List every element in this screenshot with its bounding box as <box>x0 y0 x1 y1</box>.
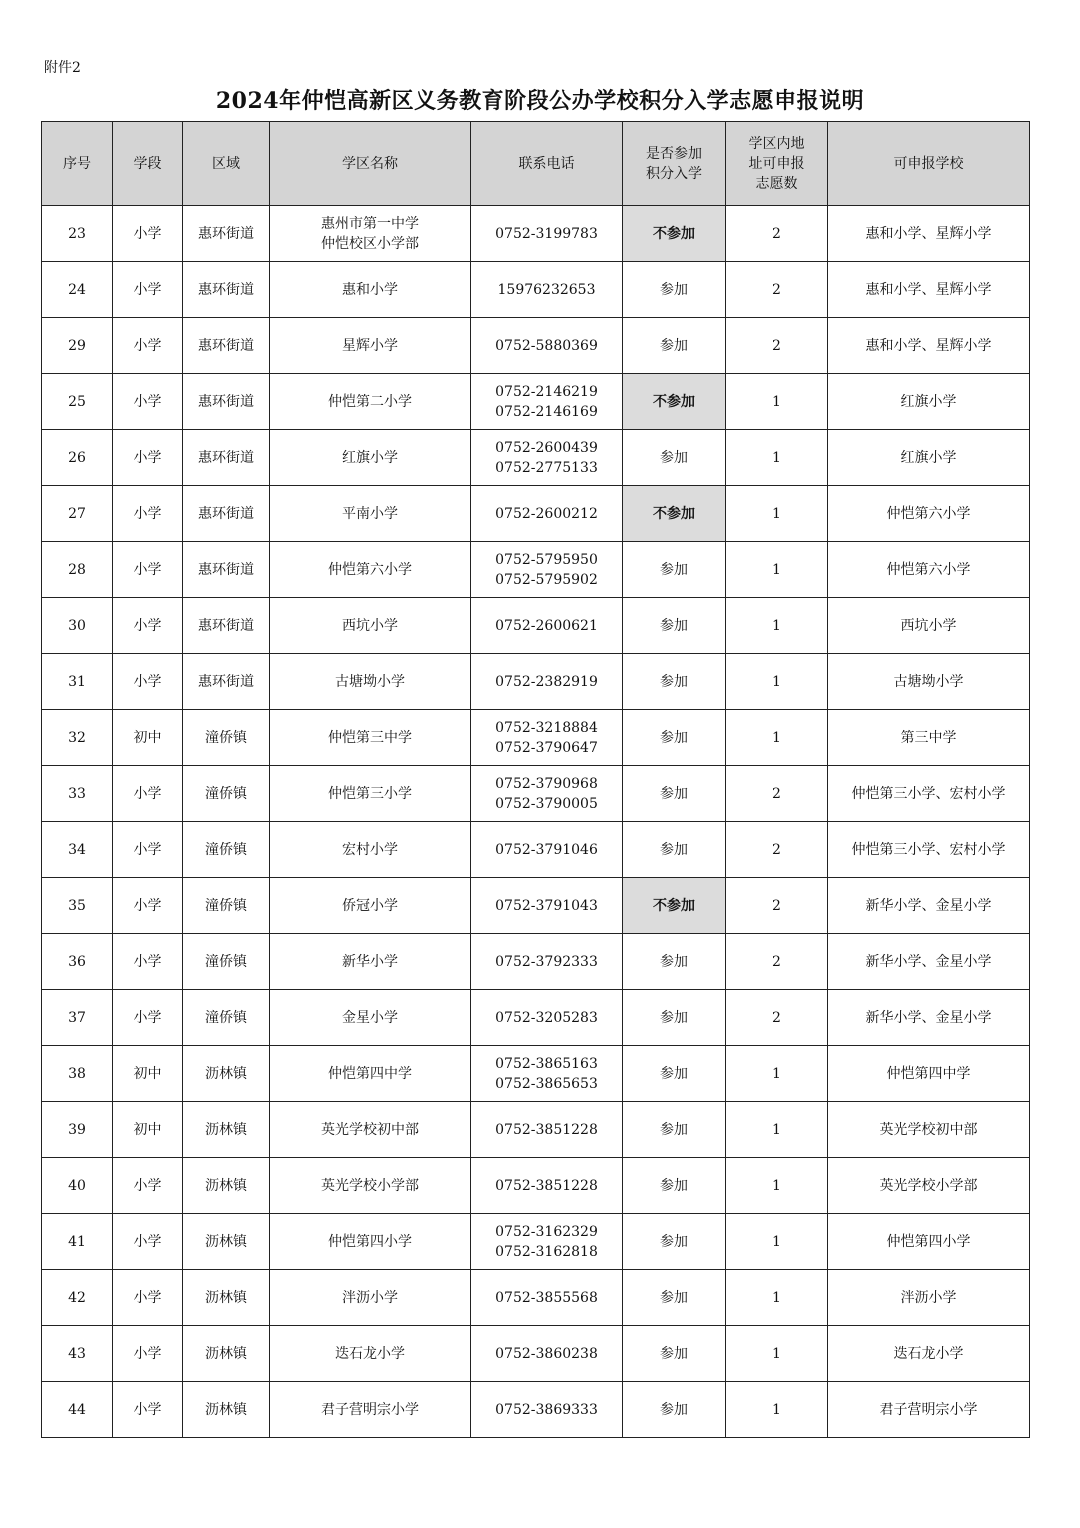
cell-phone: 0752-3851228 <box>471 1102 623 1158</box>
cell-choices: 1 <box>726 430 828 486</box>
cell-schools: 泮沥小学 <box>828 1270 1030 1326</box>
cell-participate: 参加 <box>623 430 726 486</box>
cell-participate: 参加 <box>623 654 726 710</box>
table-row <box>42 1326 1030 1382</box>
table-row <box>42 318 1030 374</box>
cell-participate: 不参加 <box>623 374 726 430</box>
cell-phone: 0752-2600212 <box>471 486 623 542</box>
cell-area: 潼侨镇 <box>183 710 270 766</box>
cell-district-name: 仲恺第六小学 <box>270 542 471 598</box>
table-row <box>42 262 1030 318</box>
cell-district-name: 西坑小学 <box>270 598 471 654</box>
cell-schools: 君子营明宗小学 <box>828 1382 1030 1438</box>
cell-participate: 参加 <box>623 766 726 822</box>
cell-participate: 参加 <box>623 1046 726 1102</box>
cell-participate: 不参加 <box>623 878 726 934</box>
table-row <box>42 374 1030 430</box>
cell-schools: 英光学校初中部 <box>828 1102 1030 1158</box>
cell-no: 23 <box>42 206 113 262</box>
cell-schools: 仲恺第四中学 <box>828 1046 1030 1102</box>
cell-schools: 新华小学、金星小学 <box>828 878 1030 934</box>
cell-district-name: 新华小学 <box>270 934 471 990</box>
table-row <box>42 598 1030 654</box>
cell-choices: 1 <box>726 374 828 430</box>
cell-phone: 15976232653 <box>471 262 623 318</box>
table-row <box>42 822 1030 878</box>
cell-no: 36 <box>42 934 113 990</box>
cell-schools: 仲恺第三小学、宏村小学 <box>828 766 1030 822</box>
cell-area: 潼侨镇 <box>183 766 270 822</box>
cell-participate: 不参加 <box>623 486 726 542</box>
cell-district-name: 仲恺第四小学 <box>270 1214 471 1270</box>
table-body <box>42 206 1030 1438</box>
header-phone: 联系电话 <box>471 122 623 206</box>
cell-district-name: 迭石龙小学 <box>270 1326 471 1382</box>
cell-no: 27 <box>42 486 113 542</box>
cell-area: 沥林镇 <box>183 1270 270 1326</box>
cell-participate: 参加 <box>623 598 726 654</box>
cell-phone: 0752-3860238 <box>471 1326 623 1382</box>
cell-schools: 红旗小学 <box>828 430 1030 486</box>
cell-stage: 小学 <box>113 1270 183 1326</box>
cell-district-name: 惠和小学 <box>270 262 471 318</box>
cell-choices: 2 <box>726 822 828 878</box>
cell-district-name: 泮沥小学 <box>270 1270 471 1326</box>
cell-area: 惠环街道 <box>183 486 270 542</box>
attachment-label: 附件2 <box>44 60 81 76</box>
cell-district-name: 平南小学 <box>270 486 471 542</box>
cell-choices: 1 <box>726 1102 828 1158</box>
header-district-name: 学区名称 <box>270 122 471 206</box>
cell-stage: 小学 <box>113 206 183 262</box>
cell-district-name: 仲恺第三小学 <box>270 766 471 822</box>
table-row <box>42 206 1030 262</box>
cell-no: 33 <box>42 766 113 822</box>
cell-stage: 初中 <box>113 1046 183 1102</box>
cell-participate: 参加 <box>623 262 726 318</box>
cell-choices: 2 <box>726 934 828 990</box>
cell-choices: 1 <box>726 654 828 710</box>
cell-no: 32 <box>42 710 113 766</box>
cell-stage: 小学 <box>113 486 183 542</box>
cell-area: 惠环街道 <box>183 206 270 262</box>
cell-choices: 2 <box>726 318 828 374</box>
cell-no: 28 <box>42 542 113 598</box>
cell-participate: 参加 <box>623 710 726 766</box>
cell-phone: 0752-3162329 0752-3162818 <box>471 1214 623 1270</box>
cell-area: 沥林镇 <box>183 1214 270 1270</box>
table-row <box>42 486 1030 542</box>
cell-participate: 参加 <box>623 990 726 1046</box>
cell-stage: 小学 <box>113 1382 183 1438</box>
cell-area: 沥林镇 <box>183 1326 270 1382</box>
cell-participate: 参加 <box>623 822 726 878</box>
cell-phone: 0752-3790968 0752-3790005 <box>471 766 623 822</box>
cell-no: 44 <box>42 1382 113 1438</box>
cell-stage: 小学 <box>113 934 183 990</box>
cell-schools: 惠和小学、星辉小学 <box>828 262 1030 318</box>
cell-participate: 参加 <box>623 1102 726 1158</box>
cell-phone: 0752-2600621 <box>471 598 623 654</box>
cell-schools: 仲恺第六小学 <box>828 486 1030 542</box>
table-header <box>42 122 1030 206</box>
cell-stage: 小学 <box>113 374 183 430</box>
cell-no: 26 <box>42 430 113 486</box>
cell-district-name: 宏村小学 <box>270 822 471 878</box>
cell-area: 沥林镇 <box>183 1102 270 1158</box>
cell-choices: 2 <box>726 878 828 934</box>
header-participate: 是否参加 积分入学 <box>623 122 726 206</box>
cell-stage: 小学 <box>113 822 183 878</box>
table-row <box>42 710 1030 766</box>
cell-participate: 不参加 <box>623 206 726 262</box>
header-schools: 可申报学校 <box>828 122 1030 206</box>
cell-stage: 初中 <box>113 1102 183 1158</box>
cell-schools: 惠和小学、星辉小学 <box>828 206 1030 262</box>
cell-area: 惠环街道 <box>183 374 270 430</box>
cell-choices: 1 <box>726 1326 828 1382</box>
cell-no: 42 <box>42 1270 113 1326</box>
cell-phone: 0752-2600439 0752-2775133 <box>471 430 623 486</box>
enrollment-table <box>41 121 1030 1438</box>
cell-no: 41 <box>42 1214 113 1270</box>
cell-phone: 0752-3205283 <box>471 990 623 1046</box>
cell-schools: 第三中学 <box>828 710 1030 766</box>
cell-no: 43 <box>42 1326 113 1382</box>
cell-no: 29 <box>42 318 113 374</box>
cell-choices: 1 <box>726 598 828 654</box>
cell-stage: 小学 <box>113 1214 183 1270</box>
header-area: 区域 <box>183 122 270 206</box>
cell-district-name: 红旗小学 <box>270 430 471 486</box>
cell-no: 38 <box>42 1046 113 1102</box>
cell-schools: 古塘坳小学 <box>828 654 1030 710</box>
table-row <box>42 430 1030 486</box>
cell-participate: 参加 <box>623 1382 726 1438</box>
cell-participate: 参加 <box>623 318 726 374</box>
cell-phone: 0752-3851228 <box>471 1158 623 1214</box>
cell-schools: 新华小学、金星小学 <box>828 934 1030 990</box>
header-stage: 学段 <box>113 122 183 206</box>
table-row <box>42 878 1030 934</box>
cell-schools: 英光学校小学部 <box>828 1158 1030 1214</box>
table-row <box>42 1214 1030 1270</box>
cell-district-name: 惠州市第一中学 仲恺校区小学部 <box>270 206 471 262</box>
cell-district-name: 金星小学 <box>270 990 471 1046</box>
cell-no: 24 <box>42 262 113 318</box>
cell-area: 惠环街道 <box>183 318 270 374</box>
cell-phone: 0752-3791046 <box>471 822 623 878</box>
cell-stage: 小学 <box>113 654 183 710</box>
cell-stage: 小学 <box>113 878 183 934</box>
cell-phone: 0752-3865163 0752-3865653 <box>471 1046 623 1102</box>
table-row <box>42 1102 1030 1158</box>
cell-choices: 1 <box>726 1270 828 1326</box>
cell-schools: 红旗小学 <box>828 374 1030 430</box>
cell-district-name: 君子营明宗小学 <box>270 1382 471 1438</box>
cell-schools: 惠和小学、星辉小学 <box>828 318 1030 374</box>
cell-area: 潼侨镇 <box>183 934 270 990</box>
cell-no: 25 <box>42 374 113 430</box>
cell-stage: 小学 <box>113 1326 183 1382</box>
cell-no: 31 <box>42 654 113 710</box>
cell-phone: 0752-3869333 <box>471 1382 623 1438</box>
cell-stage: 小学 <box>113 542 183 598</box>
cell-choices: 2 <box>726 766 828 822</box>
page-title: 2024年仲恺高新区义务教育阶段公办学校积分入学志愿申报说明 <box>215 88 865 114</box>
cell-choices: 1 <box>726 486 828 542</box>
cell-choices: 1 <box>726 1214 828 1270</box>
cell-phone: 0752-5795950 0752-5795902 <box>471 542 623 598</box>
cell-choices: 1 <box>726 710 828 766</box>
cell-participate: 参加 <box>623 934 726 990</box>
table-row <box>42 542 1030 598</box>
cell-district-name: 英光学校初中部 <box>270 1102 471 1158</box>
cell-phone: 0752-3792333 <box>471 934 623 990</box>
cell-phone: 0752-3855568 <box>471 1270 623 1326</box>
cell-area: 沥林镇 <box>183 1158 270 1214</box>
cell-phone: 0752-3199783 <box>471 206 623 262</box>
table-row <box>42 766 1030 822</box>
cell-area: 沥林镇 <box>183 1382 270 1438</box>
cell-district-name: 英光学校小学部 <box>270 1158 471 1214</box>
table-row <box>42 1046 1030 1102</box>
cell-district-name: 仲恺第三中学 <box>270 710 471 766</box>
cell-area: 惠环街道 <box>183 430 270 486</box>
cell-participate: 参加 <box>623 1214 726 1270</box>
cell-district-name: 古塘坳小学 <box>270 654 471 710</box>
cell-stage: 小学 <box>113 766 183 822</box>
cell-area: 惠环街道 <box>183 542 270 598</box>
cell-phone: 0752-2382919 <box>471 654 623 710</box>
table-row <box>42 1158 1030 1214</box>
cell-stage: 小学 <box>113 1158 183 1214</box>
cell-choices: 2 <box>726 206 828 262</box>
cell-stage: 小学 <box>113 262 183 318</box>
cell-schools: 西坑小学 <box>828 598 1030 654</box>
cell-participate: 参加 <box>623 542 726 598</box>
cell-district-name: 星辉小学 <box>270 318 471 374</box>
cell-choices: 2 <box>726 990 828 1046</box>
cell-no: 35 <box>42 878 113 934</box>
cell-phone: 0752-2146219 0752-2146169 <box>471 374 623 430</box>
cell-stage: 小学 <box>113 430 183 486</box>
header-no: 序号 <box>42 122 113 206</box>
cell-participate: 参加 <box>623 1326 726 1382</box>
cell-choices: 1 <box>726 1382 828 1438</box>
cell-stage: 小学 <box>113 990 183 1046</box>
cell-schools: 仲恺第三小学、宏村小学 <box>828 822 1030 878</box>
cell-choices: 1 <box>726 1158 828 1214</box>
cell-schools: 仲恺第四小学 <box>828 1214 1030 1270</box>
cell-area: 惠环街道 <box>183 654 270 710</box>
cell-choices: 1 <box>726 1046 828 1102</box>
table-row <box>42 1382 1030 1438</box>
table-row <box>42 990 1030 1046</box>
cell-phone: 0752-3218884 0752-3790647 <box>471 710 623 766</box>
table-row <box>42 1270 1030 1326</box>
cell-no: 30 <box>42 598 113 654</box>
cell-phone: 0752-5880369 <box>471 318 623 374</box>
cell-choices: 2 <box>726 262 828 318</box>
cell-stage: 初中 <box>113 710 183 766</box>
table-row <box>42 934 1030 990</box>
cell-district-name: 仲恺第四中学 <box>270 1046 471 1102</box>
cell-stage: 小学 <box>113 598 183 654</box>
cell-district-name: 仲恺第二小学 <box>270 374 471 430</box>
cell-area: 沥林镇 <box>183 1046 270 1102</box>
cell-no: 39 <box>42 1102 113 1158</box>
cell-no: 37 <box>42 990 113 1046</box>
cell-schools: 新华小学、金星小学 <box>828 990 1030 1046</box>
cell-participate: 参加 <box>623 1270 726 1326</box>
cell-phone: 0752-3791043 <box>471 878 623 934</box>
cell-schools: 迭石龙小学 <box>828 1326 1030 1382</box>
cell-participate: 参加 <box>623 1158 726 1214</box>
cell-area: 潼侨镇 <box>183 822 270 878</box>
cell-choices: 1 <box>726 542 828 598</box>
cell-area: 潼侨镇 <box>183 990 270 1046</box>
cell-no: 34 <box>42 822 113 878</box>
cell-stage: 小学 <box>113 318 183 374</box>
cell-district-name: 侨冠小学 <box>270 878 471 934</box>
cell-area: 惠环街道 <box>183 262 270 318</box>
cell-area: 惠环街道 <box>183 598 270 654</box>
cell-schools: 仲恺第六小学 <box>828 542 1030 598</box>
cell-area: 潼侨镇 <box>183 878 270 934</box>
table-row <box>42 654 1030 710</box>
header-choices: 学区内地 址可申报 志愿数 <box>726 122 828 206</box>
cell-no: 40 <box>42 1158 113 1214</box>
